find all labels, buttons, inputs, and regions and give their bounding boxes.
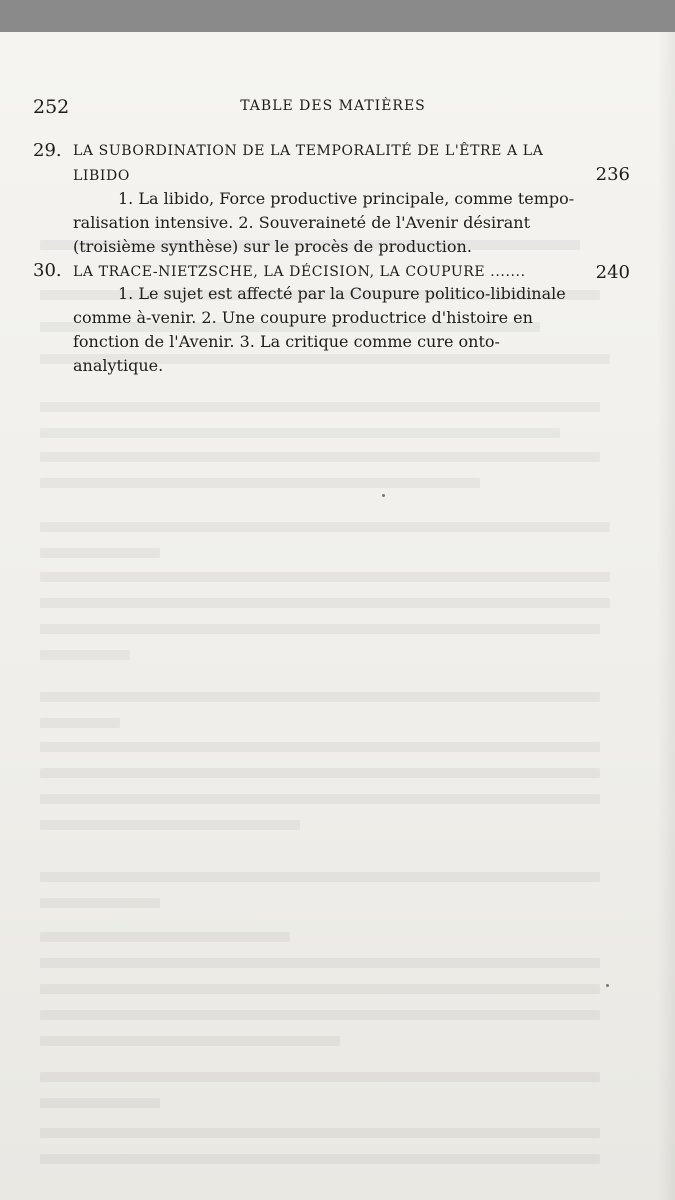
show-through [40,548,160,558]
show-through [40,452,600,462]
speck [382,494,385,497]
toc-entry [33,260,633,380]
show-through [40,718,120,728]
show-through [40,820,300,830]
show-through [40,984,600,994]
entry-page-number: 240 [595,262,630,283]
summary-line: analytique. [73,356,164,375]
entry-title-line: LA SUBORDINATION DE LA TEMPORALITÉ DE L'ÊTRE A LA [73,143,544,159]
show-through [40,1010,600,1020]
show-through [40,402,600,412]
show-through [40,1036,340,1046]
show-through [40,1128,600,1138]
show-through [40,932,290,942]
show-through [40,522,610,532]
show-through [40,794,600,804]
summary-line: ralisation intensive. 2. Souveraineté de l'Avenir désirant [73,213,531,232]
summary-line: comme à-venir. 2. Une coupure productrice d'histoire en [73,308,533,327]
entry-summary [73,282,593,378]
summary-line: fonction de l'Avenir. 3. La critique comme cure onto- [73,332,500,351]
entry-title-line: LIBIDO [73,168,130,184]
summary-line: 1. Le sujet est affecté par la Coupure politico-libidinale [118,284,566,303]
top-bar [0,0,675,32]
entry-number: 30. [33,260,62,281]
entry-summary [73,187,593,259]
entry-number: 29. [33,140,62,161]
show-through [40,958,600,968]
entry-page-number: 236 [595,164,630,185]
show-through [40,598,610,608]
show-through [40,1154,600,1164]
speck [606,984,609,987]
summary-line: 1. La libido, Force productive principale, comme tempo- [118,189,575,208]
page-edge-shadow [657,32,675,1200]
toc-entry [33,140,633,256]
show-through [40,898,160,908]
show-through [40,650,130,660]
show-through [40,1072,600,1082]
show-through [40,692,600,702]
show-through [40,1098,160,1108]
show-through [40,768,600,778]
page-header [33,96,633,122]
show-through [40,572,610,582]
show-through [40,624,600,634]
show-through [40,872,600,882]
show-through [40,428,560,438]
entry-title-line: LA TRACE-NIETZSCHE, LA DÉCISION, LA COUPURE ....... [73,264,526,280]
show-through [40,742,600,752]
page-number: 252 [33,96,70,118]
summary-line: (troisième synthèse) sur le procès de production. [73,237,472,256]
running-title: TABLE DES MATIÈRES [240,98,426,114]
show-through [40,478,480,488]
